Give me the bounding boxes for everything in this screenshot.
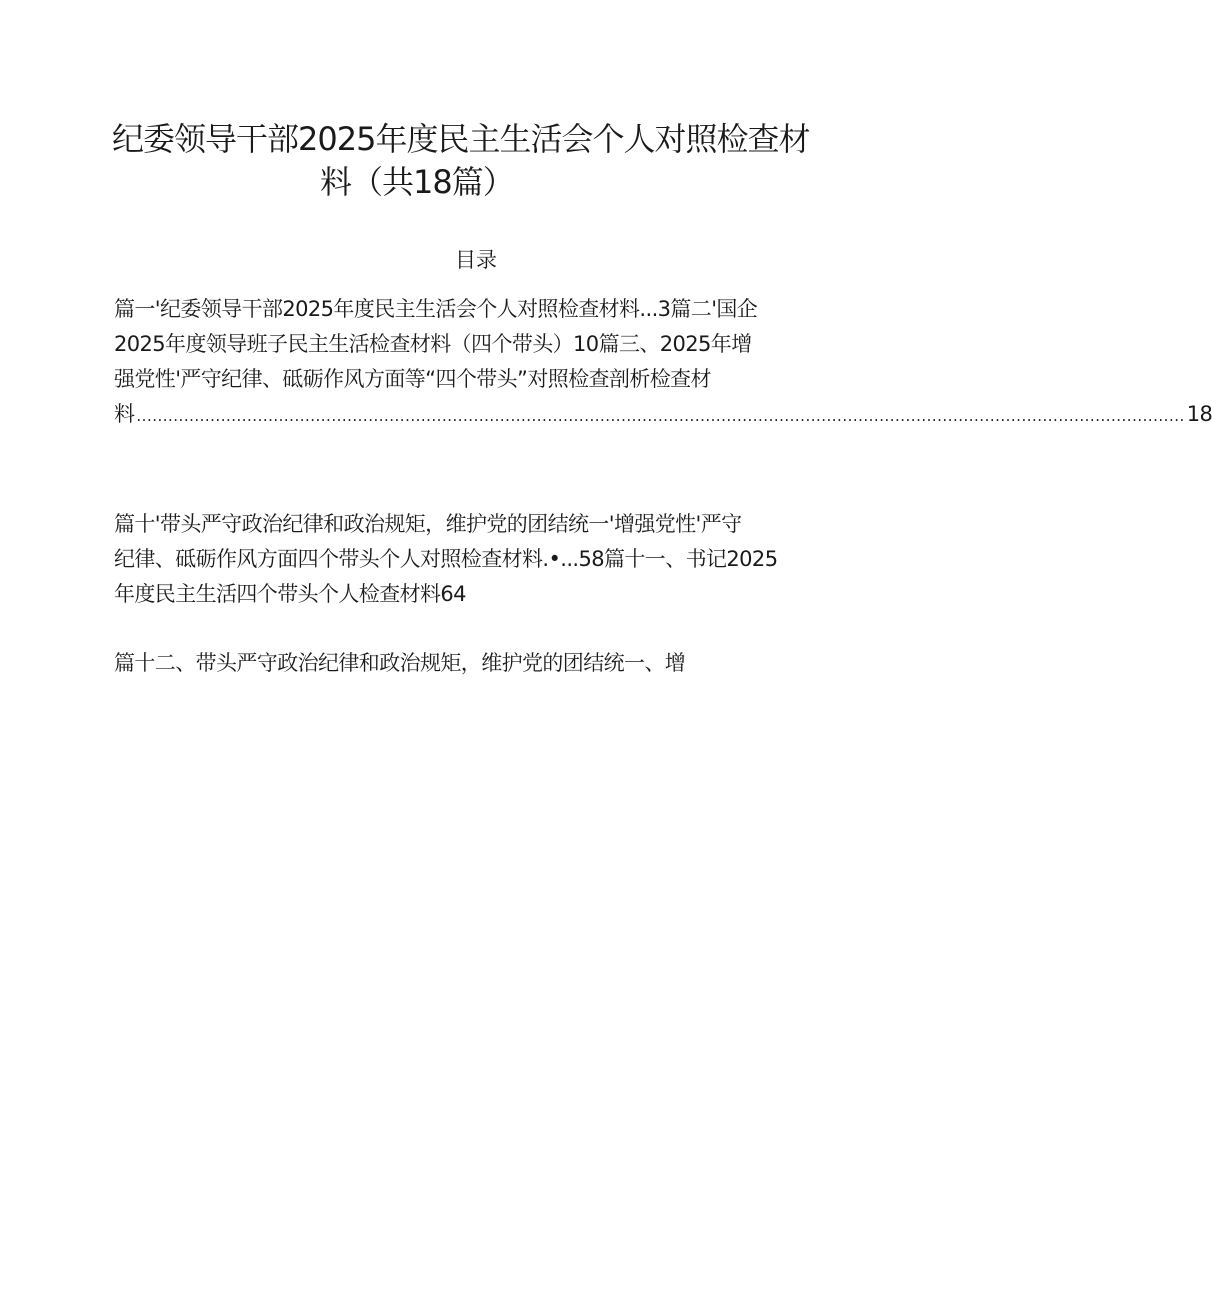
- title-line-2: 料（共18篇）: [320, 163, 514, 201]
- toc-paragraph-1: [114, 292, 1212, 434]
- toc-line: 强党性'严守纪律、砥砺作风方面等“四个带头”对照检查剖析检查材: [114, 367, 711, 391]
- toc-line: 年度民主生活四个带头个人检查材料64: [114, 582, 466, 606]
- toc-line: 2025年度领导班子民主生活检查材料（四个带头）10篇三、2025年增: [114, 332, 752, 356]
- dot-leader: .......................................................................................................................................................................................................: [136, 407, 1185, 425]
- document-title: [112, 118, 842, 204]
- toc-line: 篇十二、带头严守政治纪律和政治规矩，维护党的团结统一、增: [114, 651, 686, 675]
- toc-page-number: 18: [1186, 402, 1212, 426]
- title-line-1: 纪委领导干部2025年度民主生活会个人对照检查材: [112, 120, 810, 158]
- toc-line-with-leader: [114, 397, 1212, 434]
- toc-line: 篇一'纪委领导干部2025年度民主生活会个人对照检查材料...3篇二'国企: [114, 297, 758, 321]
- toc-line: 纪律、砥砺作风方面四个带头个人对照检查材料.•...58篇十一、书记2025: [114, 547, 778, 571]
- toc-line: 篇十'带头严守政治纪律和政治规矩，维护党的团结统一'增强党性'严守: [114, 512, 742, 536]
- toc-paragraph-3: [114, 646, 844, 681]
- toc-paragraph-2: [114, 507, 844, 612]
- toc-heading: 目录: [455, 248, 497, 272]
- toc-line-text: 料: [114, 402, 135, 426]
